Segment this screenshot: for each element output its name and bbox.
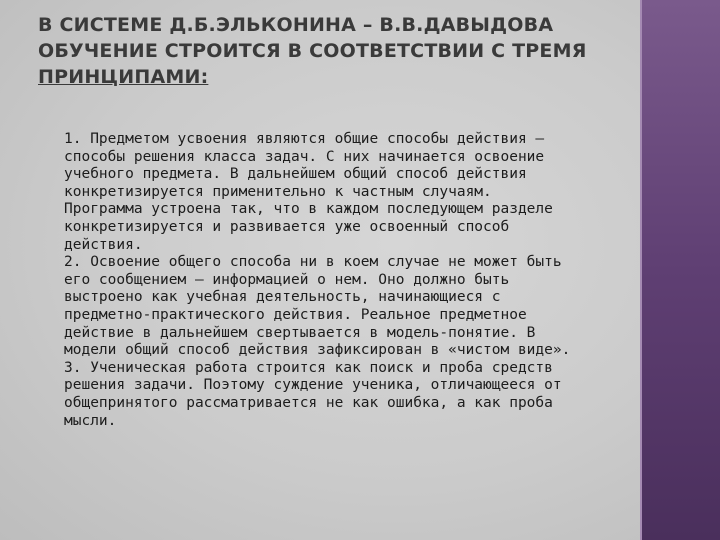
body-line: общепринятого рассматривается не как ошибка, а как проба xyxy=(64,394,553,411)
title-line-2: ОБУЧЕНИЕ СТРОИТСЯ В СООТВЕТСТВИИ С ТРЕМЯ xyxy=(38,40,587,62)
body-line: учебного предмета. В дальнейшем общий способ действия xyxy=(64,166,527,183)
body-line: действия. xyxy=(64,236,143,253)
body-line: действие в дальнейшем свертывается в модель-понятие. В xyxy=(64,324,536,341)
body-line: 2. Освоение общего способа ни в коем случае не может быть xyxy=(64,254,562,271)
title-line-1: В СИСТЕМЕ Д.Б.ЭЛЬКОНИНА – В.В.ДАВЫДОВА xyxy=(38,14,554,36)
body-line: 3. Ученическая работа строится как поиск и проба средств xyxy=(64,359,553,376)
slide-title xyxy=(38,12,628,90)
body-line: способы решения класса задач. С них начинается освоение xyxy=(64,148,545,165)
body-line: модели общий способ действия зафиксирован в «чистом виде». xyxy=(64,342,571,359)
body-line: предметно-практического действия. Реальное предметное xyxy=(64,306,527,323)
body-line: Программа устроена так, что в каждом последующем разделе xyxy=(64,201,553,218)
body-line: его сообщением – информацией о нем. Оно должно быть xyxy=(64,271,510,288)
slide-body-text xyxy=(64,131,674,430)
body-line: мысли. xyxy=(64,412,117,429)
body-line: решения задачи. Поэтому суждение ученика, отличающееся от xyxy=(64,377,562,394)
body-line: конкретизируется применительно к частным случаям. xyxy=(64,183,492,200)
body-line: выстроено как учебная деятельность, начинающиеся с xyxy=(64,289,501,306)
body-line: 1. Предметом усвоения являются общие способы действия – xyxy=(64,131,545,147)
title-line-3: ПРИНЦИПАМИ: xyxy=(38,66,209,88)
body-line: конкретизируется и развивается уже освоенный способ xyxy=(64,218,510,235)
